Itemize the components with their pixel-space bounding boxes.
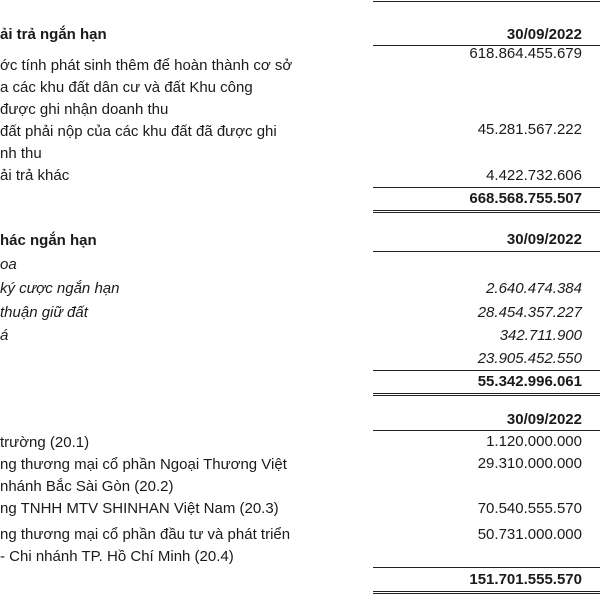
section3-row3-value: 70.540.555.570 (477, 500, 582, 517)
section1-total-rule (373, 187, 600, 188)
section2-total-underline (373, 393, 600, 394)
section3-total: 151.701.555.570 (469, 571, 582, 588)
section3-row4-label: - Chi nhánh TP. Hồ Chí Minh (20.4) (0, 548, 234, 565)
section2-total-underline (373, 395, 600, 396)
section2-row4-value: 342.711.900 (499, 327, 582, 344)
top-rule (373, 1, 600, 2)
section3-row4-label: ng thương mại cổ phần đầu tư và phát triển (0, 526, 291, 543)
section1-row2-label: đất phải nộp của các khu đất đã được ghi (0, 123, 277, 140)
section2-row3-value: 28.454.357.227 (477, 304, 582, 321)
section1-total: 668.568.755.507 (469, 190, 582, 207)
section2-heading: hác ngắn hạn (0, 232, 97, 249)
section2-date: 30/09/2022 (506, 231, 582, 248)
section3-row3-label: ng TNHH MTV SHINHAN Việt Nam (20.3) (0, 500, 279, 517)
section1-row2-label: nh thu (0, 145, 42, 162)
section1-row1-label: ớc tính phát sinh thêm để hoàn thành cơ sở (0, 57, 293, 74)
section2-row4-label: á (0, 327, 9, 344)
section3-total-rule (373, 567, 600, 568)
section1-row1-label: được ghi nhận doanh thu (0, 101, 169, 118)
section2-row2-value: 2.640.474.384 (486, 280, 582, 297)
section1-heading: ải trả ngắn hạn (0, 26, 107, 43)
section1-total-underline (373, 212, 600, 213)
section2-row2-label: ký cược ngắn hạn (0, 280, 120, 297)
section1-row3-label: ải trả khác (0, 167, 70, 184)
section1-row3-value: 4.422.732.606 (486, 167, 582, 184)
section3-total-underline (373, 591, 600, 592)
section3-row4-value: 50.731.000.000 (477, 526, 582, 543)
section3-row2-label: ng thương mại cổ phần Ngoại Thương Việt (0, 456, 287, 473)
section2-row5-value: 23.905.452.550 (477, 350, 582, 367)
section1-row2-value: 45.281.567.222 (477, 121, 582, 138)
section3-total-underline (373, 593, 600, 594)
section3-row2-label: nhánh Bắc Sài Gòn (20.2) (0, 478, 174, 495)
section2-total: 55.342.996.061 (477, 373, 582, 390)
section3-date: 30/09/2022 (506, 411, 582, 428)
section2-date-rule (373, 251, 600, 252)
section3-row1-value: 1.120.000.000 (486, 433, 582, 450)
section3-date-rule (373, 430, 600, 431)
section1-row1-value: 618.864.455.679 (469, 45, 582, 62)
section1-row1-label: a các khu đất dân cư và đất Khu công (0, 79, 253, 96)
section2-row1-label: oa (0, 256, 17, 273)
section2-total-rule (373, 370, 600, 371)
section2-row3-label: thuận giữ đất (0, 304, 88, 321)
section3-row2-value: 29.310.000.000 (477, 455, 582, 472)
section1-date: 30/09/2022 (506, 26, 582, 43)
section3-row1-label: trường (20.1) (0, 434, 90, 451)
section1-total-underline (373, 210, 600, 211)
